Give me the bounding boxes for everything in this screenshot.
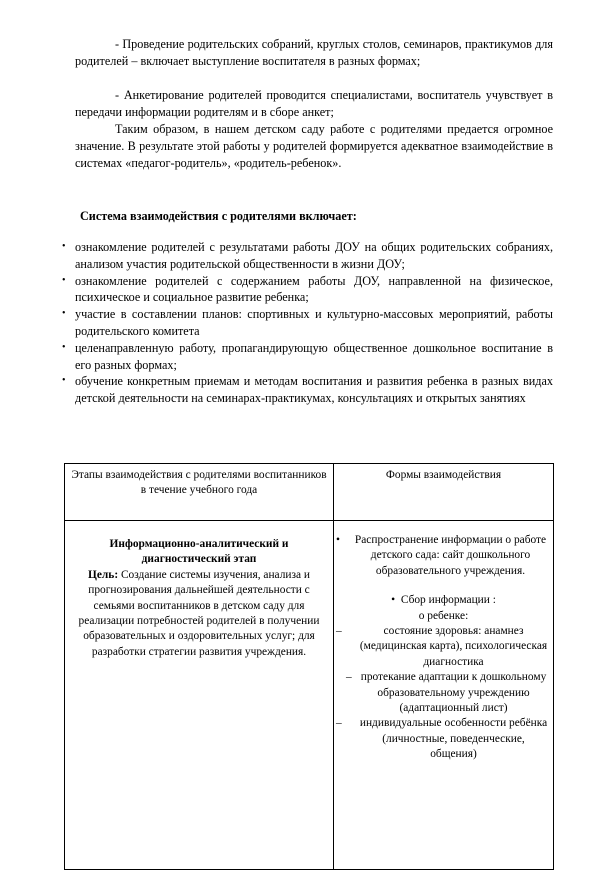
dash-item bbox=[338, 716, 549, 762]
dash-item-text: состояние здоровья: анамнез (медицинская карта), психологическая диагностика bbox=[359, 625, 548, 668]
list-item bbox=[62, 373, 553, 407]
table-row bbox=[65, 521, 554, 870]
goal-label: Цель: bbox=[87, 568, 119, 581]
list-item bbox=[62, 239, 553, 273]
bullet-icon: • bbox=[391, 594, 396, 607]
dash-icon: – bbox=[336, 717, 342, 730]
stages-table bbox=[64, 463, 554, 870]
header-stages: Этапы взаимодействия с родителями воспитанников в течение учебного года bbox=[65, 464, 334, 521]
paragraph-meetings: - Проведение родительских собраний, круглых столов, семинаров, практикумов для родителей – включает выступление воспитателя в разных формах; bbox=[75, 37, 553, 68]
list-item-text: ознакомление родителей с содержанием работы ДОУ, направленной на физическое, психическое и социальное развитие ребенка; bbox=[75, 273, 553, 305]
bullet-icon: • bbox=[336, 534, 340, 546]
bullet-icon: • bbox=[62, 241, 66, 252]
dash-item-text: протекание адаптации к дошкольному образовательному учреждению (адаптационный лист) bbox=[360, 671, 547, 715]
stage-title: Информационно-аналитический и диагностический этап bbox=[109, 538, 289, 566]
bullet-icon: • bbox=[62, 274, 66, 286]
list-item bbox=[62, 340, 553, 374]
paragraph-conclusion: Таким образом, в нашем детском саду работе с родителями предается огромное значение. В результате этой работы у родителей формируется адекватное взаимодействие в системах «педагог-родитель», «родитель-ребенок». bbox=[75, 122, 553, 170]
bullet-icon: • bbox=[62, 375, 66, 387]
stage-cell bbox=[65, 521, 334, 870]
list-item-text: обучение конкретным приемам и методам воспитания и развития ребенка в разных видах детской деятельности на семинарах-практикумах, консультациях и открытых занятиях bbox=[75, 374, 553, 406]
forms-cell bbox=[334, 521, 554, 870]
table-header-row bbox=[65, 464, 554, 521]
forms-collection-sub: о ребенке: bbox=[418, 609, 469, 622]
stage-goal bbox=[73, 568, 325, 660]
dash-item bbox=[338, 624, 549, 670]
section-heading: Система взаимодействия с родителями включает: bbox=[80, 209, 357, 223]
forms-item-collection bbox=[338, 593, 549, 608]
bullet-icon: • bbox=[62, 341, 66, 353]
header-forms: Формы взаимодействия bbox=[334, 464, 554, 521]
list-item-text: целенаправленную работу, пропагандирующую общественное дошкольное воспитание в его разных формах; bbox=[75, 340, 553, 372]
list-item bbox=[62, 273, 553, 307]
spacer bbox=[338, 579, 549, 593]
forms-item-website bbox=[338, 533, 549, 579]
dash-icon: – bbox=[346, 671, 352, 684]
goal-text: Создание системы изучения, анализа и прогнозирования дальнейшей деятельности с семьями воспитанников в детском саду для реализации потребностей родителей в получении образовательных и оздоровительных услуг; для разработки стратегии развития учреждения. bbox=[78, 568, 320, 658]
dash-item-text: индивидуальные особенности ребёнка (личностные, поведенческие, общения) bbox=[359, 717, 548, 761]
list-item bbox=[62, 306, 553, 340]
bullet-icon: • bbox=[62, 308, 66, 320]
dash-item bbox=[338, 670, 549, 716]
forms-collection-title: Сбор информации : bbox=[400, 594, 496, 607]
list-item-text: участие в составлении планов: спортивных и культурно-массовых мероприятий, работы родительского комитета bbox=[75, 307, 553, 338]
dash-icon: – bbox=[336, 625, 342, 638]
forms-item-text: Распространение информации о работе детского сада: сайт дошкольного образовательного учреждения. bbox=[354, 534, 547, 577]
paragraph-surveys: - Анкетирование родителей проводится специалистами, воспитатель учувствует в передачи информации родителям и в сборе анкет; bbox=[75, 88, 553, 119]
list-item-text: ознакомление родителей с результатами работы ДОУ на общих родительских собраниях, анализом участия родительской общественности в жизни ДОУ; bbox=[75, 240, 553, 271]
interaction-list bbox=[62, 239, 553, 407]
